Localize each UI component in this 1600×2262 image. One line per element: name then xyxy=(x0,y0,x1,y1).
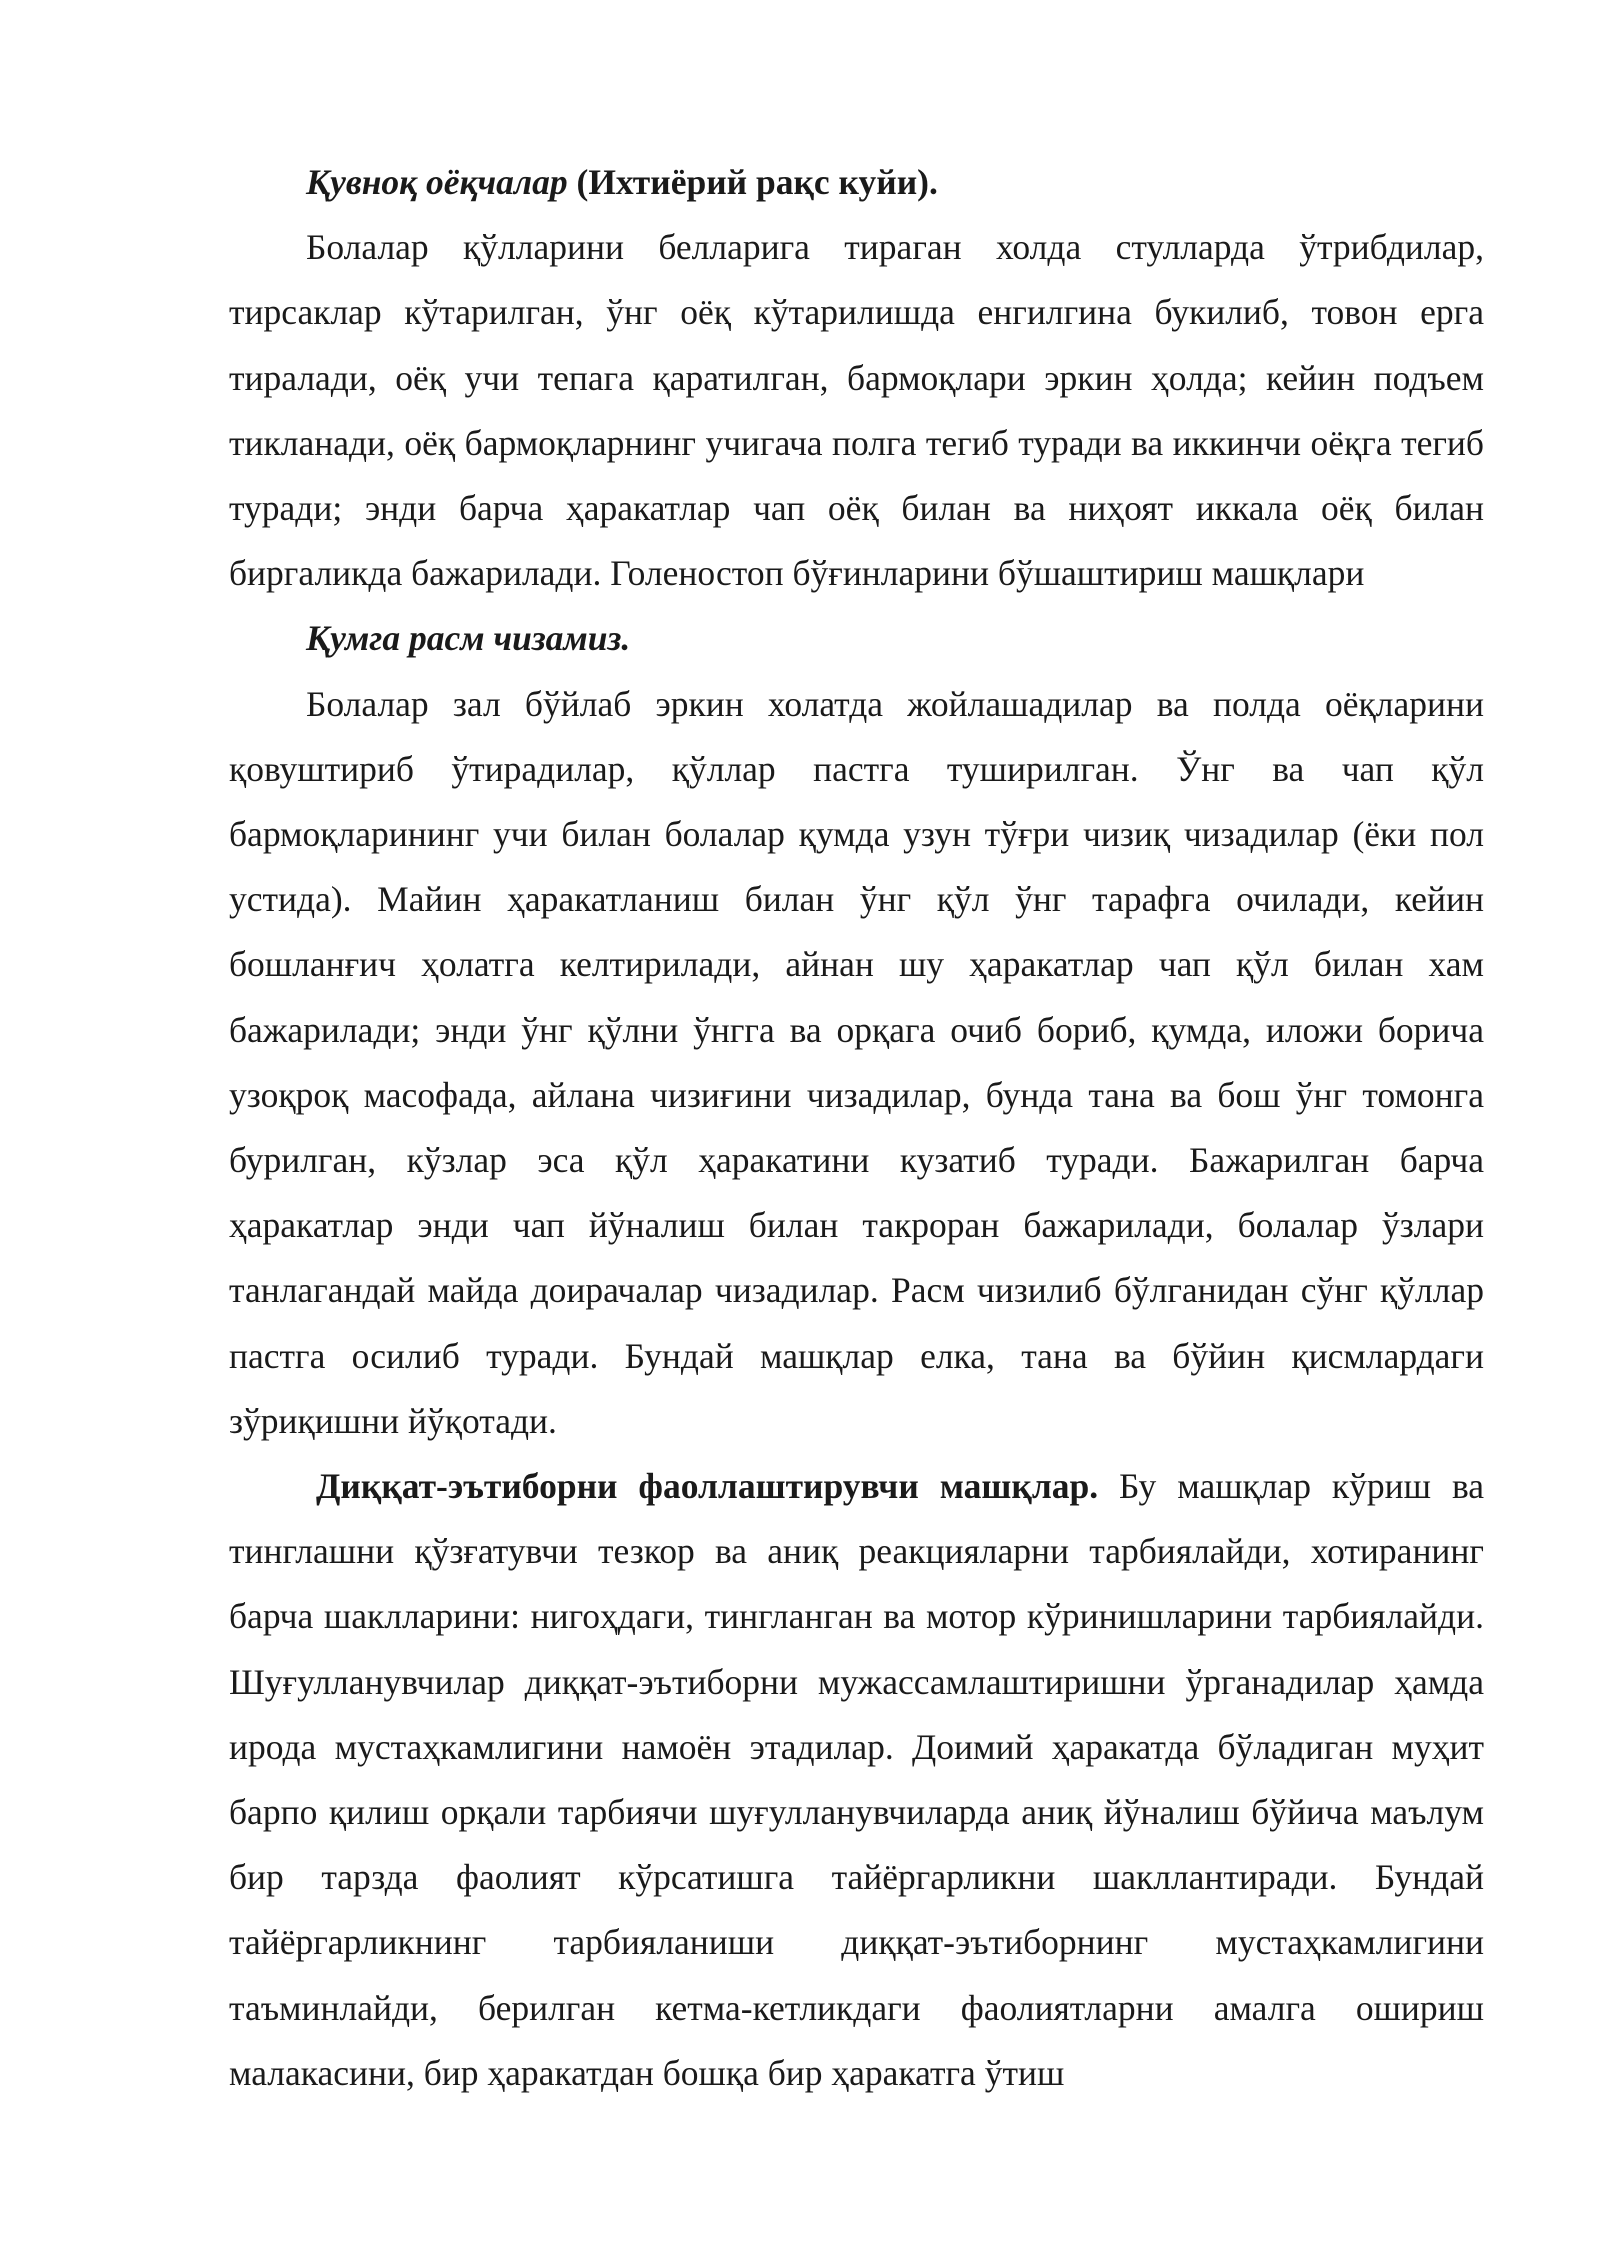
document-body xyxy=(229,150,1484,2106)
section-heading-sand-drawing: Қумга расм чизамиз. xyxy=(306,618,631,659)
paragraph-happy-feet: Болалар қўлларини белларига тираган холда стулларда ўтрибдилар, тирсаклар кўтарилган, ўнг оёқ кўтарилишда енгилгина букилиб, товон ерга тиралади, оёқ учи тепага қаратилган, бармоқлари эркин ҳолда; кейин подъем тикланади, оёқ бармоқларнинг учигача полга тегиб туради ва иккинчи оёқга тегиб туради; энди барча ҳаракатлар чап оёқ билан ва ниҳоят иккала оёқ билан биргаликда бажарилади. Голеностоп бўғинларини бўшаштириш машқлари xyxy=(229,227,1484,594)
paragraph-attention-text: Бу машқлар кўриш ва тинглашни қўзғатувчи тезкор ва аниқ реакцияларни тарбиялайди, хотиранинг барча шаклларини: нигоҳдаги, тингланган ва мотор кўринишларини тарбиялайди. Шуғулланувчилар диққат-эътиборни мужассамлаштиришни ўрганадилар ҳамда ирода мустаҳкамлигини намоён этадилар. Доимий ҳаракатда бўладиган муҳит барпо қилиш орқали тарбиячи шуғулланувчиларда аниқ йўналиш бўйича маълум бир тарзда фаолият кўрсатишга тайёргарликни шакллантиради. Бундай тайёргарликнинг тарбияланиши диққат-эътиборнинг мустаҳкамлигини таъминлайди, берилган кетма-кетликдаги фаолиятларни амалга ошириш малакасини, бир ҳаракатдан бошқа бир ҳаракатга ўтиш xyxy=(229,1466,1484,2093)
lead-bold-text: Диққат-эътиборни фаоллаштирувчи машқлар. xyxy=(316,1466,1099,1507)
section-heading-happy-feet xyxy=(229,150,1484,215)
heading-italic-text: Қувноқ оёқчалар xyxy=(306,162,568,202)
heading-plain-text: (Ихтиёрий рақс куйи). xyxy=(567,162,938,202)
paragraph-sand-drawing: Болалар зал бўйлаб эркин холатда жойлашадилар ва полда оёқларини қовуштириб ўтирадилар, қўллар пастга туширилган. Ўнг ва чап қўл бармоқларининг учи билан болалар қумда узун тўғри чизиқ чизадилар (ёки пол устида). Майин ҳаракатланиш билан ўнг қўл ўнг тарафга очилади, кейин бошланғич ҳолатга келтирилади, айнан шу ҳаракатлар чап қўл билан хам бажарилади; энди ўнг қўлни ўнгга ва орқага очиб бориб, қумда, иложи борича узоқроқ масофада, айлана чизиғини чизадилар, бунда тана ва бош ўнг томонга бурилган, кўзлар эса қўл ҳаракатини кузатиб туради. Бажарилган барча ҳаракатлар энди чап йўналиш билан такроран бажарилади, болалар ўзлари танлагандай майда доирачалар чизадилар. Расм чизилиб бўлганидан сўнг қўллар пастга осилиб туради. Бундай машқлар елка, тана ва бўйин қисмлардаги зўриқишни йўқотади. xyxy=(229,683,1484,1441)
paragraph-attention-exercises xyxy=(229,1454,1484,2106)
